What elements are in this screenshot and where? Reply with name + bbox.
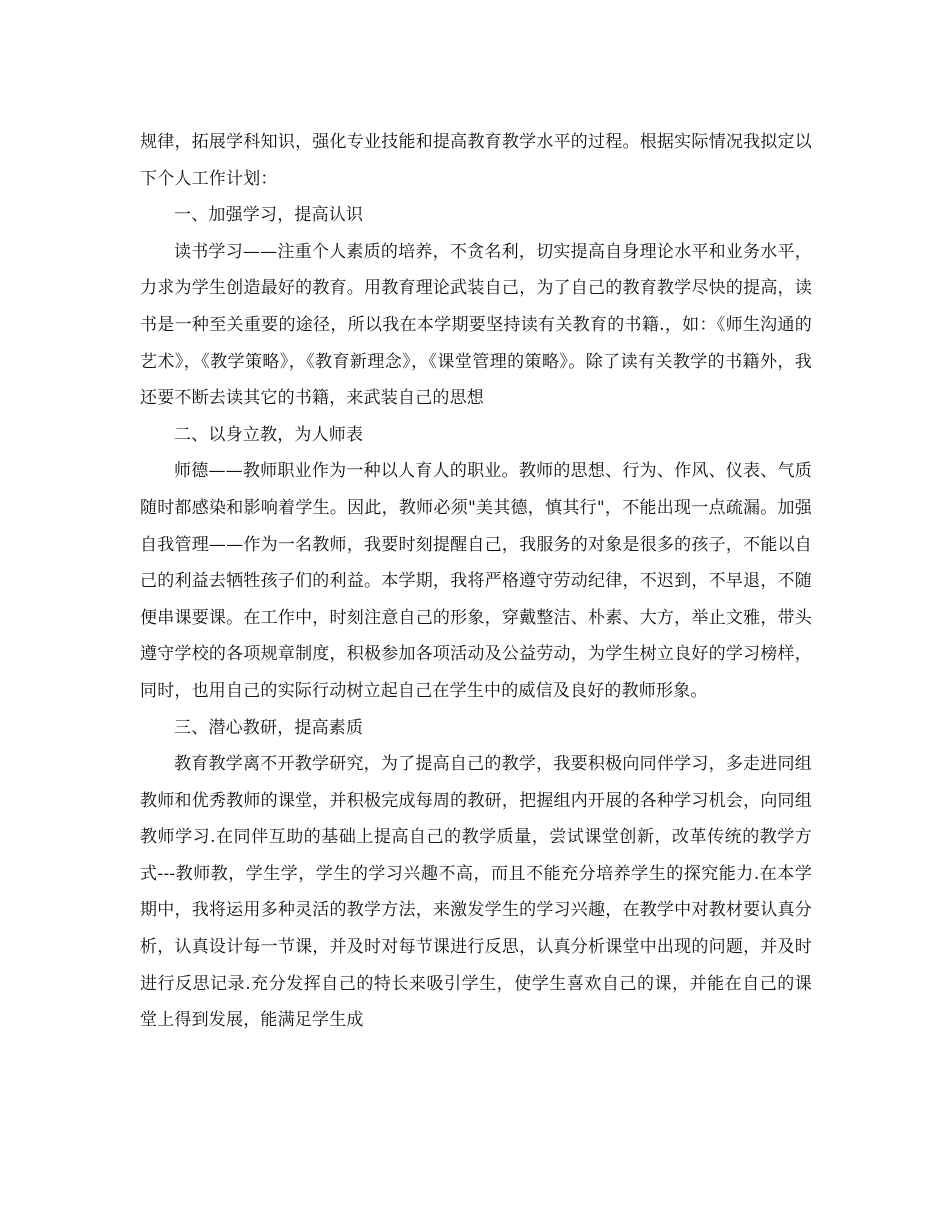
paragraph-teacher-ethics: 师德——教师职业作为一种以人育人的职业。教师的思想、行为、作风、仪表、气质随时都感染和影响着学生。因此，教师必须"美其德，慎其行"，不能出现一点疏漏。加强自我管理——作为一名教师，我要时刻提醒自己，我服务的对象是很多的孩子，不能以自己的利益去牺牲孩子们的利益。本学期，我将严格遵守劳动纪律，不迟到，不早退，不随便串课要课。在工作中，时刻注意自己的形象，穿戴整洁、朴素、大方，举止文雅，带头遵守学校的各项规章制度，积极参加各项活动及公益劳动，为学生树立良好的学习榜样，同时，也用自己的实际行动树立起自己在学生中的威信及良好的教师形象。 <box>140 461 812 701</box>
paragraph-continued: 规律，拓展学科知识，强化专业技能和提高教育教学水平的过程。根据实际情况我拟定以下个人工作计划： <box>140 132 812 189</box>
paragraph-reading-study: 读书学习——注重个人素质的培养，不贪名利，切实提高自身理论水平和业务水平，力求为学生创造最好的教育。用教育理论武装自己，为了自己的教育教学尽快的提高，读书是一种至关重要的途径，所以我在本学期要坚持读有关教育的书籍.，如：《师生沟通的艺术》，《教学策略》，《教育新理念》，《课堂管理的策略》。除了读有关教学的书籍外，我还要不断去读其它的书籍，来武装自己的思想 <box>140 241 812 409</box>
paragraph-teaching-research: 教育教学离不开教学研究，为了提高自己的教学，我要积极向同伴学习，多走进同组教师和优秀教师的课堂，并积极完成每周的教研，把握组内开展的各种学习机会，向同组教师学习.在同伴互助的基础上提高自己的教学质量，尝试课堂创新，改革传统的教学方式---教师教，学生学，学生的学习兴趣不高，而且不能充分培养学生的探究能力.在本学期中，我将运用多种灵活的教学方法，来激发学生的学习兴趣，在教学中对教材要认真分析，认真设计每一节课，并及时对每节课进行反思，认真分析课堂中出现的问题，并及时进行反思记录.充分发挥自己的特长来吸引学生，使学生喜欢自己的课，并能在自己的课堂上得到发展，能满足学生成 <box>140 754 812 1031</box>
section-heading-1: 一、加强学习，提高认识 <box>174 205 364 226</box>
section-heading-2: 二、以身立教，为人师表 <box>174 424 364 445</box>
document-body <box>140 124 812 1039</box>
section-heading-3: 三、潜心教研，提高素质 <box>174 717 364 738</box>
